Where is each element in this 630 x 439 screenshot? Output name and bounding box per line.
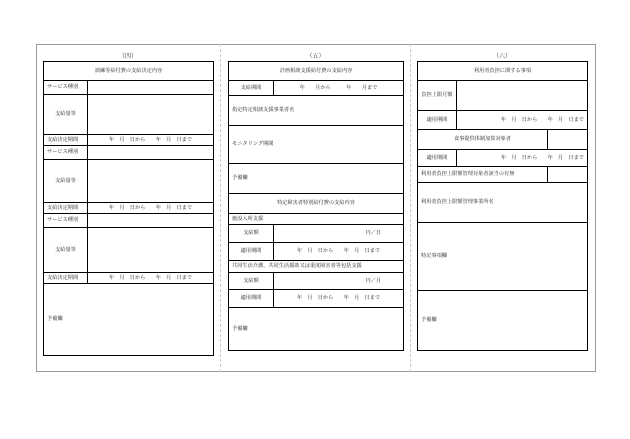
panel-4-title: 訓練等給付費の支給決定内容 (44, 62, 214, 81)
period-label-2: 支給決定期間 (44, 203, 88, 214)
limit-field[interactable] (457, 81, 588, 111)
facility-apply-period-value[interactable]: 年 月 日から 年 月 日まで (274, 243, 404, 261)
period-label-3: 支給決定期間 (44, 273, 88, 284)
service-type-label-2: サービス種別 (44, 146, 88, 160)
cap-management-office-field[interactable]: 利用者負担上限額管理事業所名 (418, 183, 588, 223)
special-notes-field[interactable]: 特記事項欄 (418, 223, 588, 291)
amount-label-3: 支給量等 (44, 228, 88, 273)
plan-period-label: 支給期間 (229, 81, 274, 96)
monitoring-period-field[interactable]: モニタリング期間 (229, 126, 404, 164)
service-type-label-1: サービス種別 (44, 81, 88, 95)
panel-4-notes[interactable]: 予備欄 (44, 284, 214, 356)
meal-apply-period-label: 適用期間 (418, 150, 457, 167)
group-home-amount-label: 支給額 (229, 273, 274, 290)
facility-apply-period-label: 適用期間 (229, 243, 274, 261)
service-type-field-1[interactable] (88, 81, 214, 95)
facility-admission-label: 施設入所支援 (229, 214, 404, 225)
cap-management-label: 利用者負担上限額管理対象者該当の有無 (418, 167, 548, 183)
period-value-2[interactable]: 年 月 日から 年 月 日まで (88, 203, 214, 214)
cap-management-field[interactable] (548, 167, 588, 183)
panel-5-number: （五） (306, 53, 325, 60)
period-label-1: 支給決定期間 (44, 135, 88, 146)
limit-label: 負担上限月額 (418, 81, 457, 111)
service-type-field-3[interactable] (88, 214, 214, 228)
group-home-apply-period-value[interactable]: 年 月 日から 年 月 日まで (274, 290, 404, 308)
period-value-1[interactable]: 年 月 日から 年 月 日まで (88, 135, 214, 146)
amount-field-2[interactable] (88, 160, 214, 203)
group-home-label: 共同生活介護、共同生活援助又は重度障害者等包括支援 (229, 261, 404, 273)
amount-field-3[interactable] (88, 228, 214, 273)
panel-5-notes-2[interactable]: 予備欄 (229, 308, 404, 351)
facility-amount-label: 支給額 (229, 225, 274, 243)
fold-line-left (220, 44, 221, 372)
designated-office-field[interactable]: 指定特定相談支援事業者名 (229, 96, 404, 126)
period-value-3[interactable]: 年 月 日から 年 月 日まで (88, 273, 214, 284)
panel-4-number: （四） (118, 53, 137, 60)
amount-field-1[interactable] (88, 95, 214, 135)
limit-apply-period-value[interactable]: 年 月 日から 年 月 日まで (457, 111, 588, 130)
meal-provision-label: 食事提供体制加算対象者 (418, 130, 548, 150)
service-type-label-3: サービス種別 (44, 214, 88, 228)
panel-5-notes[interactable]: 予備欄 (229, 164, 404, 194)
meal-provision-field[interactable] (548, 130, 588, 150)
plan-period-value[interactable]: 年 月から 年 月まで (274, 81, 404, 96)
panel-6-number: （六） (492, 53, 511, 60)
facility-amount-field[interactable]: 円／日 (274, 225, 404, 243)
amount-label-2: 支給量等 (44, 160, 88, 203)
panel-6-notes[interactable]: 予備欄 (418, 291, 588, 351)
group-home-apply-period-label: 適用期間 (229, 290, 274, 308)
group-home-amount-field[interactable]: 円／月 (274, 273, 404, 290)
special-benefit-title: 特定障害者特別給付費の支給内容 (229, 194, 404, 214)
limit-apply-period-label: 適用期間 (418, 111, 457, 130)
panel-5-table (228, 61, 404, 351)
fold-line-right (410, 44, 411, 372)
service-type-field-2[interactable] (88, 146, 214, 160)
amount-label-1: 支給量等 (44, 95, 88, 135)
meal-apply-period-value[interactable]: 年 月 日から 年 月 日まで (457, 150, 588, 167)
panel-6-title: 利用者負担に関する事項 (418, 62, 588, 81)
panel-6-table (417, 61, 588, 351)
panel-5-title: 計画相談支援給付費の支給内容 (229, 62, 404, 81)
panel-4-table (43, 61, 214, 356)
